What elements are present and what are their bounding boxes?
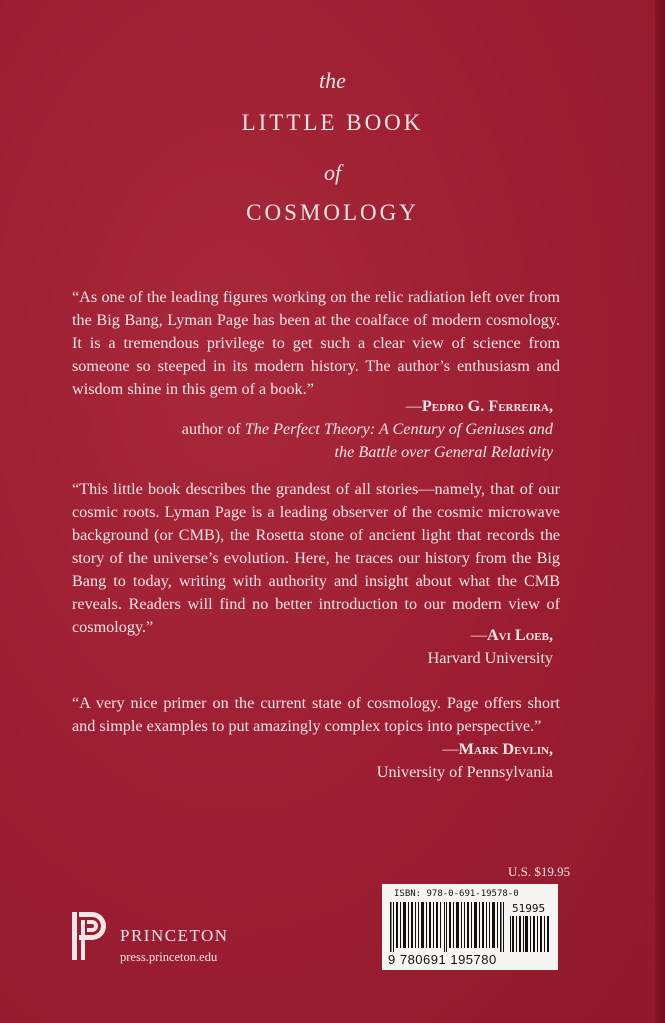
title-of: of: [323, 160, 342, 185]
isbn-barcode: [382, 884, 558, 970]
title-sub: COSMOLOGY: [246, 200, 419, 225]
attribution-name: —Pedro G. Ferreira,: [405, 397, 553, 415]
blurb-quote-2: “This little book describes the grandest of all stories—namely, that of our cosmic roots. Lyman Page is a leading observer of the cosmic microwave background (or CMB), the Rosetta stone of ancient light that records the story of the universe’s evolution. Here, he traces our history from the Big Bang to today, writing with authority and insight about what the CMB reveals. Readers will find no better introduction to our modern view of cosmology.”: [72, 480, 560, 636]
price-label: U.S. $19.95: [508, 864, 571, 879]
blurb-attribution-1: [182, 395, 553, 464]
isbn-text: ISBN: 978-0-691-19578-0: [394, 889, 519, 899]
publisher-name: PRINCETON: [120, 926, 229, 945]
attribution-affiliation: Harvard University: [427, 649, 553, 667]
attribution-name: —Avi Loeb,: [470, 626, 553, 644]
attribution-affiliation: University of Pennsylvania: [376, 763, 553, 781]
price-barcode-bars-icon: [510, 916, 550, 952]
blurb-attribution-2: [428, 624, 553, 670]
blurb-quote-3: “A very nice primer on the current state of cosmology. Page offers short and simple examples to put amazingly complex topics into perspective.”: [72, 694, 560, 735]
price-code: 51995: [512, 902, 546, 915]
cover-edge: [655, 0, 665, 1023]
blurb-attribution-3: [377, 738, 553, 784]
barcode-bars-icon: [390, 902, 505, 952]
title-the: the: [319, 68, 346, 93]
attribution-book-title: the Battle over General Relativity: [334, 443, 553, 461]
blurb-quote-1: “As one of the leading figures working on the relic radiation left over from the Big Bang, Lyman Page has been at the coalface of modern cosmology. It is a tremendous privilege to get such a clear view of science from someone so steeped in its modern history. The author’s enthusiasm and wisdom shine in this gem of a book.”: [72, 288, 560, 398]
barcode-digits: 9 780691 195780: [388, 952, 497, 967]
attribution-title: author of The Perfect Theory: A Century of Geniuses and: [181, 420, 553, 438]
title-main: LITTLE BOOK: [241, 110, 424, 135]
princeton-logo-icon: [70, 910, 110, 962]
attribution-name: —Mark Devlin,: [442, 740, 553, 758]
publisher-url: press.princeton.edu: [120, 950, 218, 964]
